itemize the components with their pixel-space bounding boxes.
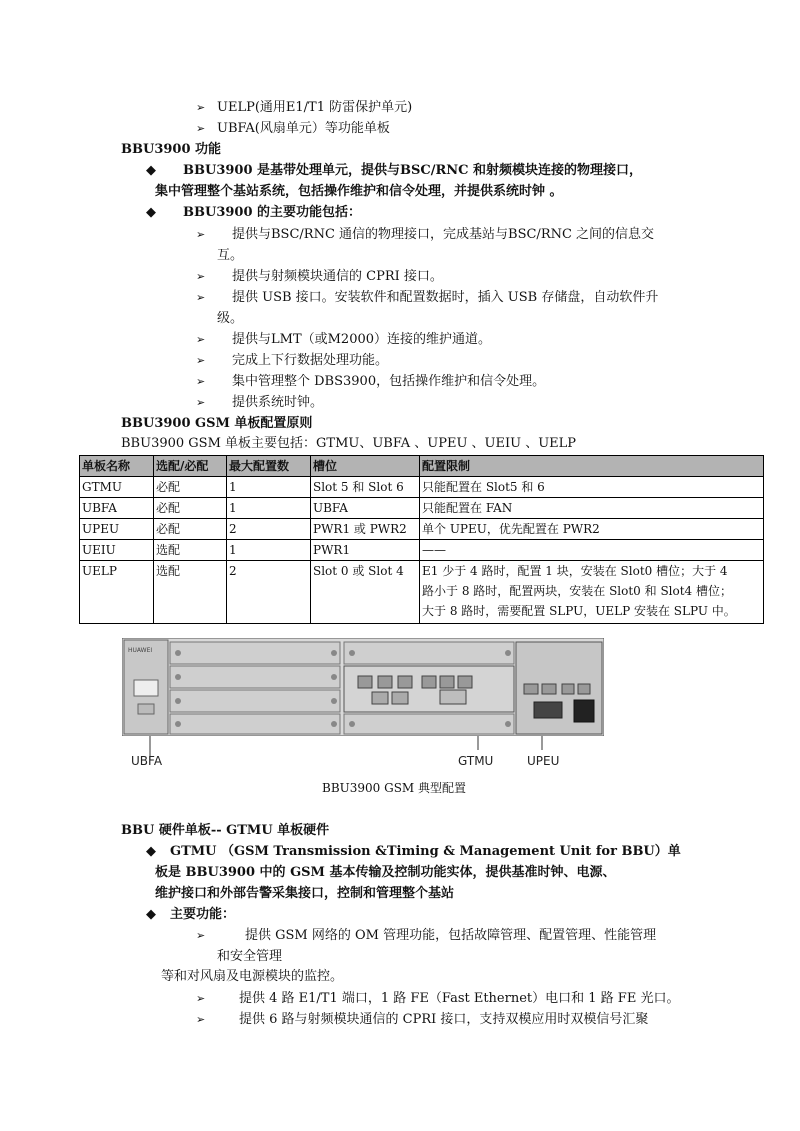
column-header: 单板名称 [80, 456, 154, 477]
table-cell: Slot 5 和 Slot 6 [311, 477, 420, 498]
table-row [80, 561, 764, 624]
arrow-bullet-icon: ➢ [196, 396, 206, 409]
list-item: 提供与BSC/RNC 通信的物理接口，完成基站与BSC/RNC 之间的信息交 [232, 227, 655, 242]
arrow-bullet-icon: ➢ [196, 375, 206, 388]
arrow-bullet-icon: ➢ [196, 291, 206, 304]
table-cell: 必配 [154, 498, 227, 519]
table-row [80, 477, 764, 498]
table-cell: 必配 [154, 519, 227, 540]
label-upeu: UPEU [527, 754, 560, 768]
list-item: 提供 GSM 网络的 OM 管理功能，包括故障管理、配置管理、性能管理 [245, 928, 657, 943]
config-table [79, 455, 764, 624]
table-cell: 选配 [154, 561, 227, 624]
paragraph: 维护接口和外部告警采集接口，控制和管理整个基站 [155, 886, 455, 901]
paragraph: GTMU （GSM Transmission &Timing & Management Unit for BBU）单 [170, 844, 681, 859]
list-item: 提供与LMT（或M2000）连接的维护通道。 [232, 332, 492, 347]
arrow-bullet-icon: ➢ [196, 228, 206, 241]
figure-caption: BBU3900 GSM 典型配置 [322, 781, 467, 795]
table-cell: 1 [227, 477, 311, 498]
list-item: 提供 6 路与射频模块通信的 CPRI 接口，支持双模应用时双模信号汇聚 [239, 1012, 649, 1027]
table-cell: GTMU [80, 477, 154, 498]
table-cell: 单个 UPEU，优先配置在 PWR2 [420, 519, 764, 540]
column-header: 槽位 [311, 456, 420, 477]
label-gtmu: GTMU [458, 754, 494, 768]
table-cell: 必配 [154, 477, 227, 498]
column-header: 配置限制 [420, 456, 764, 477]
list-item: 集中管理整个 DBS3900，包括操作维护和信令处理。 [232, 374, 546, 389]
brand-logo: HUAWEI [128, 647, 153, 654]
list-item: 提供 4 路 E1/T1 端口，1 路 FE（Fast Ethernet）电口和 1 路 FE 光口。 [239, 991, 680, 1006]
section-heading: BBU 硬件单板-- GTMU 单板硬件 [121, 823, 330, 838]
table-row [80, 519, 764, 540]
cell-line: 大于 8 路时，需要配置 SLPU，UELP 安装在 SLPU 中。 [422, 604, 736, 618]
table-cell: —— [420, 540, 764, 561]
arrow-bullet-icon: ➢ [196, 101, 206, 114]
arrow-bullet-icon: ➢ [196, 992, 206, 1005]
table-cell: 只能配置在 Slot5 和 6 [420, 477, 764, 498]
list-item: UBFA(风扇单元）等功能单板 [217, 121, 390, 136]
table-cell: 2 [227, 519, 311, 540]
column-header: 最大配置数 [227, 456, 311, 477]
table-cell: 只能配置在 FAN [420, 498, 764, 519]
table-header-row [80, 456, 764, 477]
table-cell: UBFA [80, 498, 154, 519]
cell-line: 路小于 8 路时，配置两块，安装在 Slot0 和 Slot4 槽位； [422, 584, 733, 598]
table-row [80, 498, 764, 519]
table-cell: 2 [227, 561, 311, 624]
table-row [80, 540, 764, 561]
diamond-bullet-icon: ◆ [146, 844, 156, 859]
list-item: 级。 [217, 311, 244, 326]
section-heading: BBU3900 功能 [121, 142, 222, 157]
table-cell: PWR1 或 PWR2 [311, 519, 420, 540]
diamond-bullet-icon: ◆ [146, 205, 156, 220]
list-item: 提供 USB 接口。安装软件和配置数据时，插入 USB 存储盘，自动软件升 [232, 290, 659, 305]
list-item: 等和对风扇及电源模块的监控。 [161, 969, 344, 984]
arrow-bullet-icon: ➢ [196, 333, 206, 346]
list-item: 提供与射频模块通信的 CPRI 接口。 [232, 269, 443, 284]
bbu-hardware-figure [122, 638, 604, 736]
list-item: 完成上下行数据处理功能。 [232, 353, 389, 368]
arrow-bullet-icon: ➢ [196, 354, 206, 367]
diamond-bullet-icon: ◆ [146, 907, 156, 922]
table-cell: UEIU [80, 540, 154, 561]
arrow-bullet-icon: ➢ [196, 270, 206, 283]
table-cell: UELP [80, 561, 154, 624]
arrow-bullet-icon: ➢ [196, 1013, 206, 1026]
column-header: 选配/必配 [154, 456, 227, 477]
table-cell: UBFA [311, 498, 420, 519]
paragraph: BBU3900 GSM 单板主要包括：GTMU、UBFA 、UPEU 、UEIU 、UELP [121, 436, 577, 451]
paragraph: 主要功能： [170, 907, 236, 922]
paragraph: 板是 BBU3900 中的 GSM 基本传输及控制功能实体，提供基准时钟、电源、 [155, 865, 616, 880]
paragraph: BBU3900 是基带处理单元，提供与BSC/RNC 和射频模块连接的物理接口， [183, 163, 643, 178]
list-item: 互。 [217, 248, 244, 263]
diamond-bullet-icon: ◆ [146, 163, 156, 178]
list-item: 和安全管理 [217, 949, 283, 964]
table-cell: UPEU [80, 519, 154, 540]
label-ubfa: UBFA [131, 754, 163, 768]
gtmu-board [344, 666, 514, 712]
cell-line: E1 少于 4 路时，配置 1 块，安装在 Slot0 槽位；大于 4 [422, 564, 728, 578]
table-cell [420, 561, 764, 624]
arrow-bullet-icon: ➢ [196, 122, 206, 135]
table-cell: Slot 0 或 Slot 4 [311, 561, 420, 624]
table-cell: 选配 [154, 540, 227, 561]
arrow-bullet-icon: ➢ [196, 929, 206, 942]
list-item: UELP(通用E1/T1 防雷保护单元) [217, 100, 413, 115]
paragraph: BBU3900 的主要功能包括： [183, 205, 362, 220]
table-cell: 1 [227, 540, 311, 561]
section-heading: BBU3900 GSM 单板配置原则 [121, 416, 313, 431]
table-cell: PWR1 [311, 540, 420, 561]
list-item: 提供系统时钟。 [232, 395, 324, 410]
paragraph: 集中管理整个基站系统，包括操作维护和信令处理，并提供系统时钟 。 [155, 184, 563, 199]
table-cell: 1 [227, 498, 311, 519]
